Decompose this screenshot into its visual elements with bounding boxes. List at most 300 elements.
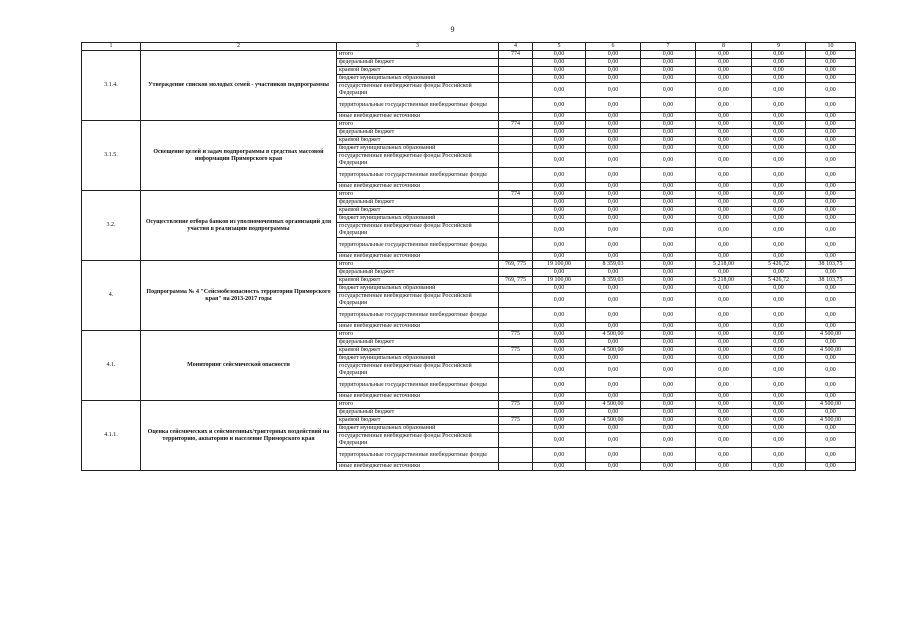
amount-cell: 0,00 (533, 347, 586, 355)
budget-table (81, 42, 856, 471)
section-name: Подпрограмма № 4 "Сейсмобезопасность территории Приморского края" на 2013-2017 годы (141, 261, 337, 331)
amount-cell: 0,00 (641, 75, 696, 83)
budget-code (499, 323, 533, 331)
funding-source: иные внебюджетные источники (337, 463, 499, 471)
amount-cell: 0,00 (533, 83, 586, 98)
amount-cell: 0,00 (586, 409, 641, 417)
amount-cell: 0,00 (533, 51, 586, 59)
funding-source: иные внебюджетные источники (337, 393, 499, 401)
amount-cell: 0,00 (752, 448, 806, 463)
amount-cell: 0,00 (806, 67, 856, 75)
funding-source: итого (337, 331, 499, 339)
table-row (82, 121, 856, 129)
amount-cell: 0,00 (533, 145, 586, 153)
amount-cell: 0,00 (806, 238, 856, 253)
amount-cell: 0,00 (533, 293, 586, 308)
amount-cell: 0,00 (806, 463, 856, 471)
funding-source: государственные внебюджетные фонды Российской Федерации (337, 363, 499, 378)
amount-cell: 0,00 (696, 401, 752, 409)
budget-code: 775 (499, 331, 533, 339)
amount-cell: 0,00 (641, 409, 696, 417)
amount-cell: 0,00 (586, 378, 641, 393)
amount-cell: 19 100,00 (533, 277, 586, 285)
budget-code (499, 215, 533, 223)
amount-cell: 0,00 (806, 75, 856, 83)
amount-cell: 0,00 (641, 183, 696, 191)
budget-code (499, 137, 533, 145)
amount-cell: 0,00 (533, 285, 586, 293)
amount-cell: 0,00 (533, 409, 586, 417)
amount-cell: 0,00 (752, 223, 806, 238)
amount-cell: 0,00 (752, 417, 806, 425)
amount-cell: 0,00 (641, 191, 696, 199)
amount-cell: 0,00 (752, 153, 806, 168)
funding-source: федеральный бюджет (337, 269, 499, 277)
funding-source: территориальные государственные внебюджетные фонды (337, 308, 499, 323)
amount-cell: 0,00 (696, 253, 752, 261)
amount-cell: 0,00 (696, 191, 752, 199)
amount-cell: 0,00 (696, 137, 752, 145)
header-cell: 6 (586, 43, 641, 51)
budget-code (499, 339, 533, 347)
amount-cell: 0,00 (752, 215, 806, 223)
amount-cell: 0,00 (696, 183, 752, 191)
budget-code (499, 363, 533, 378)
amount-cell: 0,00 (752, 323, 806, 331)
funding-source: государственные внебюджетные фонды Российской Федерации (337, 433, 499, 448)
amount-cell: 0,00 (752, 433, 806, 448)
funding-source: иные внебюджетные источники (337, 323, 499, 331)
section-name: Освещение целей и задач подпрограммы в средствах массовой информации Приморского края (141, 121, 337, 191)
amount-cell: 0,00 (752, 355, 806, 363)
amount-cell: 0,00 (696, 145, 752, 153)
amount-cell: 0,00 (806, 378, 856, 393)
amount-cell: 0,00 (696, 417, 752, 425)
section-number: 3.1.4. (82, 51, 141, 121)
amount-cell: 0,00 (641, 51, 696, 59)
amount-cell: 0,00 (806, 285, 856, 293)
amount-cell: 0,00 (586, 215, 641, 223)
amount-cell: 0,00 (533, 183, 586, 191)
amount-cell: 0,00 (533, 323, 586, 331)
amount-cell: 0,00 (586, 145, 641, 153)
amount-cell: 0,00 (696, 409, 752, 417)
funding-source: бюджет муниципальных образований (337, 425, 499, 433)
amount-cell: 0,00 (641, 129, 696, 137)
amount-cell: 5 426,72 (752, 277, 806, 285)
amount-cell: 0,00 (696, 293, 752, 308)
amount-cell: 0,00 (806, 355, 856, 363)
amount-cell: 0,00 (641, 425, 696, 433)
budget-code (499, 145, 533, 153)
budget-code (499, 253, 533, 261)
amount-cell: 0,00 (641, 448, 696, 463)
header-cell: 2 (141, 43, 337, 51)
funding-source: итого (337, 121, 499, 129)
amount-cell: 0,00 (696, 67, 752, 75)
amount-cell: 0,00 (586, 83, 641, 98)
section-number: 4.1. (82, 331, 141, 401)
amount-cell: 0,00 (533, 339, 586, 347)
amount-cell: 0,00 (533, 417, 586, 425)
amount-cell: 0,00 (806, 199, 856, 207)
amount-cell: 0,00 (586, 199, 641, 207)
amount-cell: 0,00 (586, 168, 641, 183)
amount-cell: 0,00 (696, 113, 752, 121)
amount-cell: 0,00 (696, 393, 752, 401)
amount-cell: 0,00 (586, 323, 641, 331)
amount-cell: 0,00 (641, 463, 696, 471)
funding-source: бюджет муниципальных образований (337, 355, 499, 363)
amount-cell: 0,00 (533, 363, 586, 378)
amount-cell: 0,00 (696, 215, 752, 223)
budget-code: 775 (499, 417, 533, 425)
amount-cell: 0,00 (586, 433, 641, 448)
budget-code: 774 (499, 51, 533, 59)
funding-source: бюджет муниципальных образований (337, 285, 499, 293)
amount-cell: 0,00 (586, 207, 641, 215)
amount-cell: 0,00 (696, 323, 752, 331)
table-row (82, 261, 856, 269)
amount-cell: 0,00 (641, 253, 696, 261)
funding-source: краевой бюджет (337, 137, 499, 145)
table-row (82, 51, 856, 59)
section-name: Утверждение списков молодых семей - участников подпрограммы (141, 51, 337, 121)
amount-cell: 0,00 (752, 401, 806, 409)
amount-cell: 0,00 (641, 137, 696, 145)
amount-cell: 0,00 (752, 269, 806, 277)
funding-source: федеральный бюджет (337, 59, 499, 67)
header-cell: 10 (806, 43, 856, 51)
amount-cell: 0,00 (533, 207, 586, 215)
amount-cell: 0,00 (806, 98, 856, 113)
budget-code (499, 98, 533, 113)
budget-code (499, 223, 533, 238)
section-number: 4.1.1. (82, 401, 141, 471)
budget-code (499, 463, 533, 471)
header-cell: 3 (337, 43, 499, 51)
header-row (82, 43, 856, 51)
amount-cell: 0,00 (752, 183, 806, 191)
amount-cell: 0,00 (752, 59, 806, 67)
amount-cell: 0,00 (752, 339, 806, 347)
amount-cell: 0,00 (641, 355, 696, 363)
amount-cell: 0,00 (696, 199, 752, 207)
budget-code (499, 207, 533, 215)
amount-cell: 0,00 (696, 285, 752, 293)
amount-cell: 0,00 (806, 269, 856, 277)
amount-cell: 0,00 (696, 83, 752, 98)
funding-source: бюджет муниципальных образований (337, 215, 499, 223)
funding-source: федеральный бюджет (337, 129, 499, 137)
amount-cell: 0,00 (641, 207, 696, 215)
amount-cell: 0,00 (641, 83, 696, 98)
funding-source: итого (337, 401, 499, 409)
amount-cell: 0,00 (752, 308, 806, 323)
amount-cell: 38 103,75 (806, 277, 856, 285)
amount-cell: 0,00 (696, 207, 752, 215)
amount-cell: 0,00 (641, 261, 696, 269)
section-name: Осуществление отбора банков из уполномоченных организаций для участия в реализации подпрограммы (141, 191, 337, 261)
funding-source: краевой бюджет (337, 207, 499, 215)
amount-cell: 0,00 (696, 339, 752, 347)
amount-cell: 0,00 (641, 293, 696, 308)
amount-cell: 0,00 (641, 393, 696, 401)
budget-code (499, 285, 533, 293)
funding-source: территориальные государственные внебюджетные фонды (337, 98, 499, 113)
amount-cell: 0,00 (696, 51, 752, 59)
amount-cell: 0,00 (752, 425, 806, 433)
amount-cell: 0,00 (533, 253, 586, 261)
amount-cell: 0,00 (586, 223, 641, 238)
header-cell: 4 (499, 43, 533, 51)
amount-cell: 0,00 (696, 168, 752, 183)
amount-cell: 0,00 (696, 425, 752, 433)
amount-cell: 0,00 (696, 331, 752, 339)
funding-source: территориальные государственные внебюджетные фонды (337, 378, 499, 393)
amount-cell: 0,00 (806, 223, 856, 238)
budget-code (499, 425, 533, 433)
amount-cell: 0,00 (533, 238, 586, 253)
amount-cell: 0,00 (533, 393, 586, 401)
amount-cell: 0,00 (806, 113, 856, 121)
amount-cell: 0,00 (641, 285, 696, 293)
amount-cell: 0,00 (641, 339, 696, 347)
section-number: 4. (82, 261, 141, 331)
section-number: 3.2. (82, 191, 141, 261)
amount-cell: 0,00 (533, 59, 586, 67)
amount-cell: 0,00 (696, 433, 752, 448)
amount-cell: 0,00 (806, 308, 856, 323)
amount-cell: 4 500,00 (806, 331, 856, 339)
amount-cell: 0,00 (806, 363, 856, 378)
amount-cell: 0,00 (696, 363, 752, 378)
funding-source: федеральный бюджет (337, 409, 499, 417)
amount-cell: 0,00 (752, 113, 806, 121)
amount-cell: 0,00 (641, 401, 696, 409)
amount-cell: 0,00 (752, 463, 806, 471)
funding-source: краевой бюджет (337, 347, 499, 355)
amount-cell: 0,00 (752, 238, 806, 253)
amount-cell: 0,00 (696, 308, 752, 323)
amount-cell: 0,00 (533, 137, 586, 145)
amount-cell: 0,00 (641, 417, 696, 425)
amount-cell: 0,00 (641, 199, 696, 207)
table-row (82, 401, 856, 409)
amount-cell: 0,00 (806, 433, 856, 448)
amount-cell: 0,00 (641, 153, 696, 168)
amount-cell: 0,00 (641, 238, 696, 253)
amount-cell: 0,00 (533, 129, 586, 137)
amount-cell: 0,00 (752, 199, 806, 207)
amount-cell: 0,00 (586, 293, 641, 308)
amount-cell: 0,00 (752, 98, 806, 113)
table-row (82, 191, 856, 199)
funding-source: иные внебюджетные источники (337, 253, 499, 261)
funding-source: территориальные государственные внебюджетные фонды (337, 168, 499, 183)
amount-cell: 0,00 (586, 308, 641, 323)
budget-code (499, 448, 533, 463)
amount-cell: 0,00 (752, 51, 806, 59)
amount-cell: 0,00 (586, 253, 641, 261)
amount-cell: 5 218,00 (696, 277, 752, 285)
amount-cell: 0,00 (586, 285, 641, 293)
amount-cell: 4 500,00 (586, 331, 641, 339)
header-cell: 9 (752, 43, 806, 51)
section-number: 3.1.5. (82, 121, 141, 191)
amount-cell: 0,00 (752, 207, 806, 215)
amount-cell: 0,00 (806, 293, 856, 308)
amount-cell: 0,00 (806, 121, 856, 129)
funding-source: итого (337, 261, 499, 269)
amount-cell: 0,00 (641, 323, 696, 331)
amount-cell: 0,00 (586, 463, 641, 471)
funding-source: территориальные государственные внебюджетные фонды (337, 448, 499, 463)
amount-cell: 0,00 (641, 168, 696, 183)
amount-cell: 0,00 (586, 67, 641, 75)
amount-cell: 0,00 (752, 191, 806, 199)
amount-cell: 0,00 (641, 331, 696, 339)
header-cell: 5 (533, 43, 586, 51)
amount-cell: 0,00 (533, 355, 586, 363)
amount-cell: 0,00 (533, 113, 586, 121)
funding-source: краевой бюджет (337, 417, 499, 425)
amount-cell: 0,00 (586, 153, 641, 168)
amount-cell: 0,00 (806, 323, 856, 331)
amount-cell: 0,00 (696, 347, 752, 355)
budget-code (499, 409, 533, 417)
amount-cell: 4 500,00 (586, 401, 641, 409)
budget-code (499, 83, 533, 98)
amount-cell: 0,00 (806, 145, 856, 153)
funding-source: государственные внебюджетные фонды Российской Федерации (337, 293, 499, 308)
header-cell: 7 (641, 43, 696, 51)
amount-cell: 0,00 (752, 331, 806, 339)
amount-cell: 0,00 (641, 378, 696, 393)
amount-cell: 0,00 (533, 378, 586, 393)
page-number: 9 (450, 25, 455, 34)
budget-code (499, 59, 533, 67)
amount-cell: 0,00 (533, 67, 586, 75)
amount-cell: 0,00 (806, 59, 856, 67)
budget-code (499, 183, 533, 191)
amount-cell: 0,00 (806, 339, 856, 347)
amount-cell: 0,00 (806, 393, 856, 401)
amount-cell: 0,00 (586, 425, 641, 433)
amount-cell: 0,00 (752, 129, 806, 137)
amount-cell: 0,00 (806, 425, 856, 433)
amount-cell: 0,00 (752, 293, 806, 308)
amount-cell: 0,00 (641, 277, 696, 285)
amount-cell: 0,00 (641, 308, 696, 323)
budget-code (499, 153, 533, 168)
budget-code (499, 393, 533, 401)
amount-cell: 0,00 (752, 75, 806, 83)
budget-code (499, 293, 533, 308)
header-cell: 8 (696, 43, 752, 51)
amount-cell: 0,00 (586, 191, 641, 199)
amount-cell: 0,00 (533, 448, 586, 463)
amount-cell: 0,00 (586, 75, 641, 83)
amount-cell: 0,00 (533, 215, 586, 223)
amount-cell: 0,00 (586, 59, 641, 67)
amount-cell: 0,00 (641, 363, 696, 378)
budget-code: 775 (499, 347, 533, 355)
amount-cell: 4 500,00 (806, 347, 856, 355)
amount-cell: 0,00 (586, 98, 641, 113)
amount-cell: 19 100,00 (533, 261, 586, 269)
budget-code (499, 378, 533, 393)
amount-cell: 0,00 (806, 129, 856, 137)
funding-source: государственные внебюджетные фонды Российской Федерации (337, 83, 499, 98)
budget-code: 769, 775 (499, 277, 533, 285)
budget-code (499, 113, 533, 121)
amount-cell: 0,00 (696, 121, 752, 129)
amount-cell: 0,00 (533, 153, 586, 168)
amount-cell: 0,00 (586, 393, 641, 401)
budget-code (499, 75, 533, 83)
amount-cell: 0,00 (806, 448, 856, 463)
amount-cell: 0,00 (806, 253, 856, 261)
amount-cell: 0,00 (533, 433, 586, 448)
budget-code (499, 433, 533, 448)
amount-cell: 0,00 (533, 199, 586, 207)
amount-cell: 8 359,03 (586, 261, 641, 269)
amount-cell: 0,00 (641, 145, 696, 153)
budget-code: 774 (499, 191, 533, 199)
budget-code (499, 308, 533, 323)
amount-cell: 0,00 (752, 145, 806, 153)
amount-cell: 0,00 (533, 191, 586, 199)
budget-code (499, 238, 533, 253)
amount-cell: 0,00 (586, 183, 641, 191)
amount-cell: 0,00 (752, 378, 806, 393)
amount-cell: 0,00 (696, 75, 752, 83)
amount-cell: 0,00 (806, 183, 856, 191)
amount-cell: 8 359,03 (586, 277, 641, 285)
amount-cell: 0,00 (696, 448, 752, 463)
section-name: Оценка сейсмических и сейсмогенных/триггерных воздействий на территорию, акваторию и население Приморского края (141, 401, 337, 471)
amount-cell: 0,00 (806, 168, 856, 183)
amount-cell: 0,00 (752, 347, 806, 355)
amount-cell: 0,00 (806, 83, 856, 98)
funding-source: бюджет муниципальных образований (337, 145, 499, 153)
amount-cell: 0,00 (696, 59, 752, 67)
amount-cell: 0,00 (533, 425, 586, 433)
amount-cell: 5 218,00 (696, 261, 752, 269)
funding-source: территориальные государственные внебюджетные фонды (337, 238, 499, 253)
amount-cell: 0,00 (641, 67, 696, 75)
budget-code (499, 67, 533, 75)
amount-cell: 0,00 (752, 285, 806, 293)
amount-cell: 0,00 (752, 137, 806, 145)
amount-cell: 0,00 (641, 98, 696, 113)
budget-code (499, 129, 533, 137)
amount-cell: 0,00 (586, 113, 641, 121)
amount-cell: 4 500,00 (806, 401, 856, 409)
amount-cell: 0,00 (641, 347, 696, 355)
amount-cell: 0,00 (696, 463, 752, 471)
budget-code (499, 199, 533, 207)
funding-source: государственные внебюджетные фонды Российской Федерации (337, 223, 499, 238)
amount-cell: 0,00 (586, 137, 641, 145)
funding-source: краевой бюджет (337, 277, 499, 285)
budget-code (499, 355, 533, 363)
amount-cell: 0,00 (641, 215, 696, 223)
funding-source: иные внебюджетные источники (337, 183, 499, 191)
amount-cell: 0,00 (586, 51, 641, 59)
amount-cell: 0,00 (533, 75, 586, 83)
